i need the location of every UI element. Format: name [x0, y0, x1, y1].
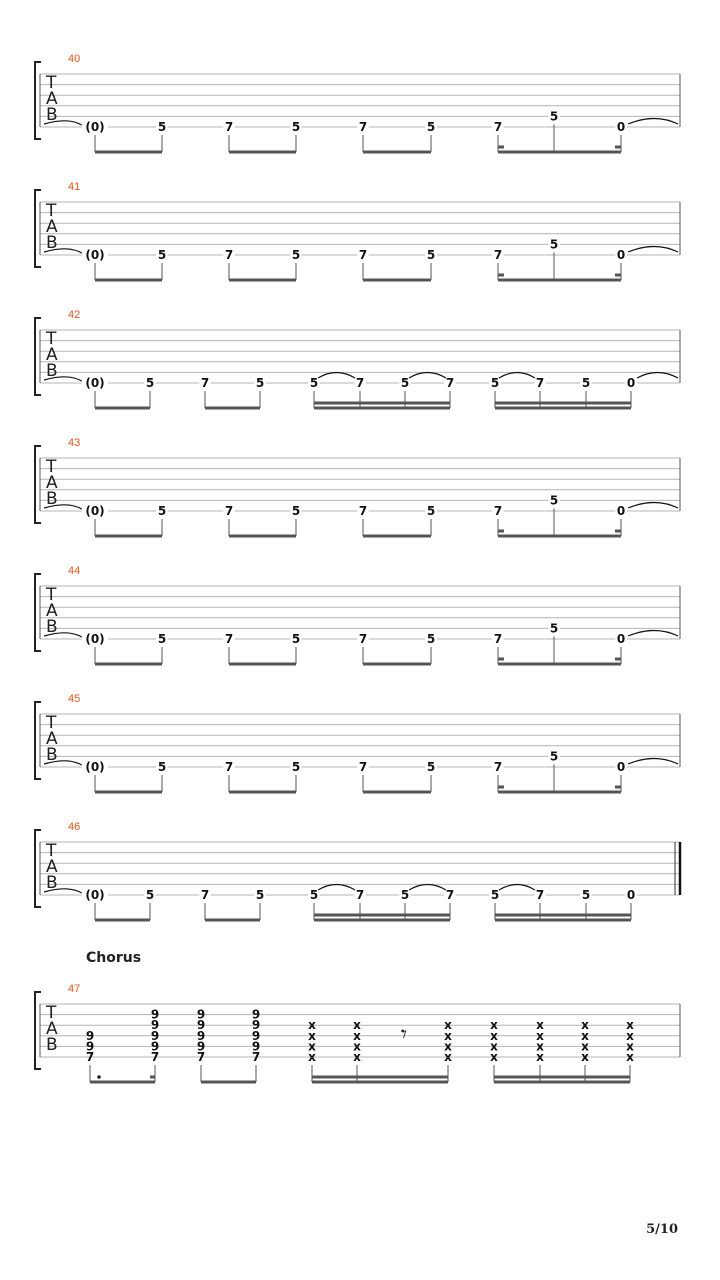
tab-clef-letter: T	[46, 1003, 57, 1023]
fret-number: 5	[400, 376, 410, 390]
fret-number: 7	[493, 248, 503, 262]
tie	[409, 885, 446, 891]
tie	[318, 885, 355, 891]
dead-note: x	[308, 1050, 316, 1064]
tie-out	[628, 503, 678, 509]
fret-number: 5	[490, 888, 500, 902]
dead-note: x	[353, 1028, 361, 1043]
tab-clef-letter: B	[46, 1035, 58, 1055]
fret-number: 0	[616, 120, 626, 134]
tab-system	[35, 693, 680, 792]
fret-number: 7	[493, 504, 503, 518]
measure-number: 47	[68, 983, 81, 995]
dead-note: x	[308, 1039, 316, 1054]
fret-number: 9	[85, 1039, 95, 1054]
measure-number: 46	[68, 821, 81, 833]
fret-number: 9	[196, 1007, 206, 1022]
dead-note: x	[536, 1018, 544, 1033]
tab-system	[35, 437, 680, 536]
tab-clef-letter: A	[46, 601, 58, 621]
fret-number: 5	[426, 248, 436, 262]
fret-number: 5	[426, 632, 436, 646]
tab-system	[35, 309, 680, 408]
fret-number: (0)	[85, 376, 105, 390]
dead-note: x	[581, 1039, 589, 1054]
dead-note: x	[353, 1018, 361, 1033]
fret-number: 7	[224, 120, 234, 134]
fret-number: 5	[549, 237, 559, 252]
page-number: 5/10	[646, 1222, 678, 1237]
fret-number: 5	[291, 632, 301, 646]
fret-number: 5	[426, 120, 436, 134]
fret-number: 5	[157, 760, 167, 774]
tab-clef-letter: T	[46, 201, 57, 221]
fret-number: 7	[445, 376, 455, 390]
tab-clef-letter: B	[46, 489, 58, 509]
measure-number: 41	[68, 181, 81, 193]
dead-note: x	[536, 1039, 544, 1054]
fret-number: 7	[85, 1050, 95, 1064]
tie	[499, 373, 535, 379]
fret-number: 7	[224, 632, 234, 646]
fret-number: 7	[196, 1050, 206, 1064]
tab-clef-letter: B	[46, 745, 58, 765]
fret-number: 5	[291, 504, 301, 518]
fret-number: 5	[309, 376, 319, 390]
fret-number: 7	[535, 376, 545, 390]
fret-number: 5	[145, 888, 155, 902]
fret-number: 5	[426, 760, 436, 774]
fret-number: 5	[291, 248, 301, 262]
fret-number: 5	[255, 888, 265, 902]
fret-number: 9	[251, 1007, 261, 1022]
tie-out	[628, 759, 678, 765]
fret-number: 7	[200, 376, 210, 390]
fret-number: 7	[358, 504, 368, 518]
measure-number: 42	[68, 309, 81, 321]
fret-number: 9	[196, 1039, 206, 1054]
fret-number: 9	[150, 1039, 160, 1054]
fret-number: 5	[549, 749, 559, 764]
dead-note: x	[444, 1028, 452, 1043]
fret-number: (0)	[85, 120, 105, 134]
tab-clef-letter: A	[46, 473, 58, 493]
measure-number: 45	[68, 693, 81, 705]
fret-number: 5	[549, 109, 559, 124]
tab-clef-letter: B	[46, 361, 58, 381]
fret-number: 5	[400, 888, 410, 902]
tie-out	[628, 119, 678, 125]
fret-number: 7	[150, 1050, 160, 1064]
fret-number: 5	[490, 376, 500, 390]
tie	[318, 373, 355, 379]
fret-number: (0)	[85, 632, 105, 646]
dead-note: x	[581, 1050, 589, 1064]
fret-number: 5	[426, 504, 436, 518]
tab-clef-letter: T	[46, 457, 57, 477]
fret-number: 0	[626, 888, 636, 902]
dead-note: x	[444, 1050, 452, 1064]
tab-clef-letter: A	[46, 89, 58, 109]
tie	[409, 373, 446, 379]
tab-system	[35, 565, 680, 664]
fret-number: 5	[309, 888, 319, 902]
fret-number: 0	[616, 504, 626, 518]
fret-number: 7	[358, 632, 368, 646]
tab-clef-letter: T	[46, 713, 57, 733]
dead-note: x	[353, 1050, 361, 1064]
fret-number: (0)	[85, 504, 105, 518]
dead-note: x	[308, 1018, 316, 1033]
rest-symbol: 𝄾	[400, 1019, 408, 1048]
dead-note: x	[626, 1039, 634, 1054]
dead-note: x	[353, 1039, 361, 1054]
fret-number: 7	[358, 248, 368, 262]
dead-note: x	[444, 1039, 452, 1054]
fret-number: 5	[291, 120, 301, 134]
dead-note: x	[626, 1050, 634, 1064]
fret-number: 0	[616, 632, 626, 646]
fret-number: 5	[549, 621, 559, 636]
dead-note: x	[490, 1039, 498, 1054]
fret-number: (0)	[85, 248, 105, 262]
fret-number: (0)	[85, 888, 105, 902]
tab-clef-letter: B	[46, 617, 58, 637]
tie	[499, 885, 535, 891]
fret-number: 9	[196, 1018, 206, 1033]
dead-note: x	[490, 1050, 498, 1064]
tie-out	[637, 373, 678, 379]
fret-number: 9	[150, 1018, 160, 1033]
fret-number: 0	[616, 760, 626, 774]
tie-out	[628, 631, 678, 637]
fret-number: 9	[251, 1028, 261, 1043]
tab-clef-letter: B	[46, 233, 58, 253]
tab-clef-letter: A	[46, 217, 58, 237]
dead-note: x	[490, 1018, 498, 1033]
fret-number: 5	[157, 248, 167, 262]
fret-number: 9	[251, 1039, 261, 1054]
measure-number: 40	[68, 53, 81, 65]
fret-number: 7	[493, 760, 503, 774]
fret-number: 7	[224, 248, 234, 262]
fret-number: 9	[150, 1028, 160, 1043]
tab-system	[35, 821, 680, 920]
dead-note: x	[536, 1050, 544, 1064]
dead-note: x	[581, 1018, 589, 1033]
tab-clef-letter: T	[46, 841, 57, 861]
fret-number: (0)	[85, 760, 105, 774]
tab-clef-letter: B	[46, 873, 58, 893]
fret-number: 7	[445, 888, 455, 902]
fret-number: 9	[251, 1018, 261, 1033]
fret-number: 7	[493, 632, 503, 646]
fret-number: 9	[196, 1028, 206, 1043]
dead-note: x	[581, 1028, 589, 1043]
dot	[97, 1075, 101, 1079]
fret-number: 7	[358, 120, 368, 134]
fret-number: 7	[355, 888, 365, 902]
fret-number: 7	[493, 120, 503, 134]
fret-number: 0	[616, 248, 626, 262]
fret-number: 5	[581, 888, 591, 902]
dead-note: x	[626, 1028, 634, 1043]
fret-number: 5	[157, 632, 167, 646]
fret-number: 7	[358, 760, 368, 774]
fret-number: 7	[224, 504, 234, 518]
tab-clef-letter: A	[46, 857, 58, 877]
tab-system	[35, 983, 680, 1082]
dead-note: x	[308, 1028, 316, 1043]
fret-number: 7	[535, 888, 545, 902]
fret-number: 5	[157, 504, 167, 518]
section-label: Chorus	[86, 950, 142, 966]
fret-number: 0	[626, 376, 636, 390]
dead-note: x	[536, 1028, 544, 1043]
fret-number: 5	[255, 376, 265, 390]
tab-clef-letter: A	[46, 345, 58, 365]
measure-number: 44	[68, 565, 81, 577]
tab-clef-letter: T	[46, 585, 57, 605]
tab-clef-letter: A	[46, 1019, 58, 1039]
tab-clef-letter: B	[46, 105, 58, 125]
tab-clef-letter: T	[46, 73, 57, 93]
fret-number: 9	[85, 1028, 95, 1043]
dead-note: x	[444, 1018, 452, 1033]
fret-number: 9	[150, 1007, 160, 1022]
fret-number: 5	[581, 376, 591, 390]
fret-number: 7	[224, 760, 234, 774]
fret-number: 5	[549, 493, 559, 508]
fret-number: 7	[251, 1050, 261, 1064]
fret-number: 7	[355, 376, 365, 390]
fret-number: 5	[157, 120, 167, 134]
fret-number: 5	[145, 376, 155, 390]
fret-number: 5	[291, 760, 301, 774]
tie-out	[628, 247, 678, 253]
tab-clef-letter: A	[46, 729, 58, 749]
dead-note: x	[490, 1028, 498, 1043]
tab-system	[35, 181, 680, 280]
tab-clef-letter: T	[46, 329, 57, 349]
measure-number: 43	[68, 437, 81, 449]
dead-note: x	[626, 1018, 634, 1033]
fret-number: 7	[200, 888, 210, 902]
tab-system	[35, 53, 680, 152]
